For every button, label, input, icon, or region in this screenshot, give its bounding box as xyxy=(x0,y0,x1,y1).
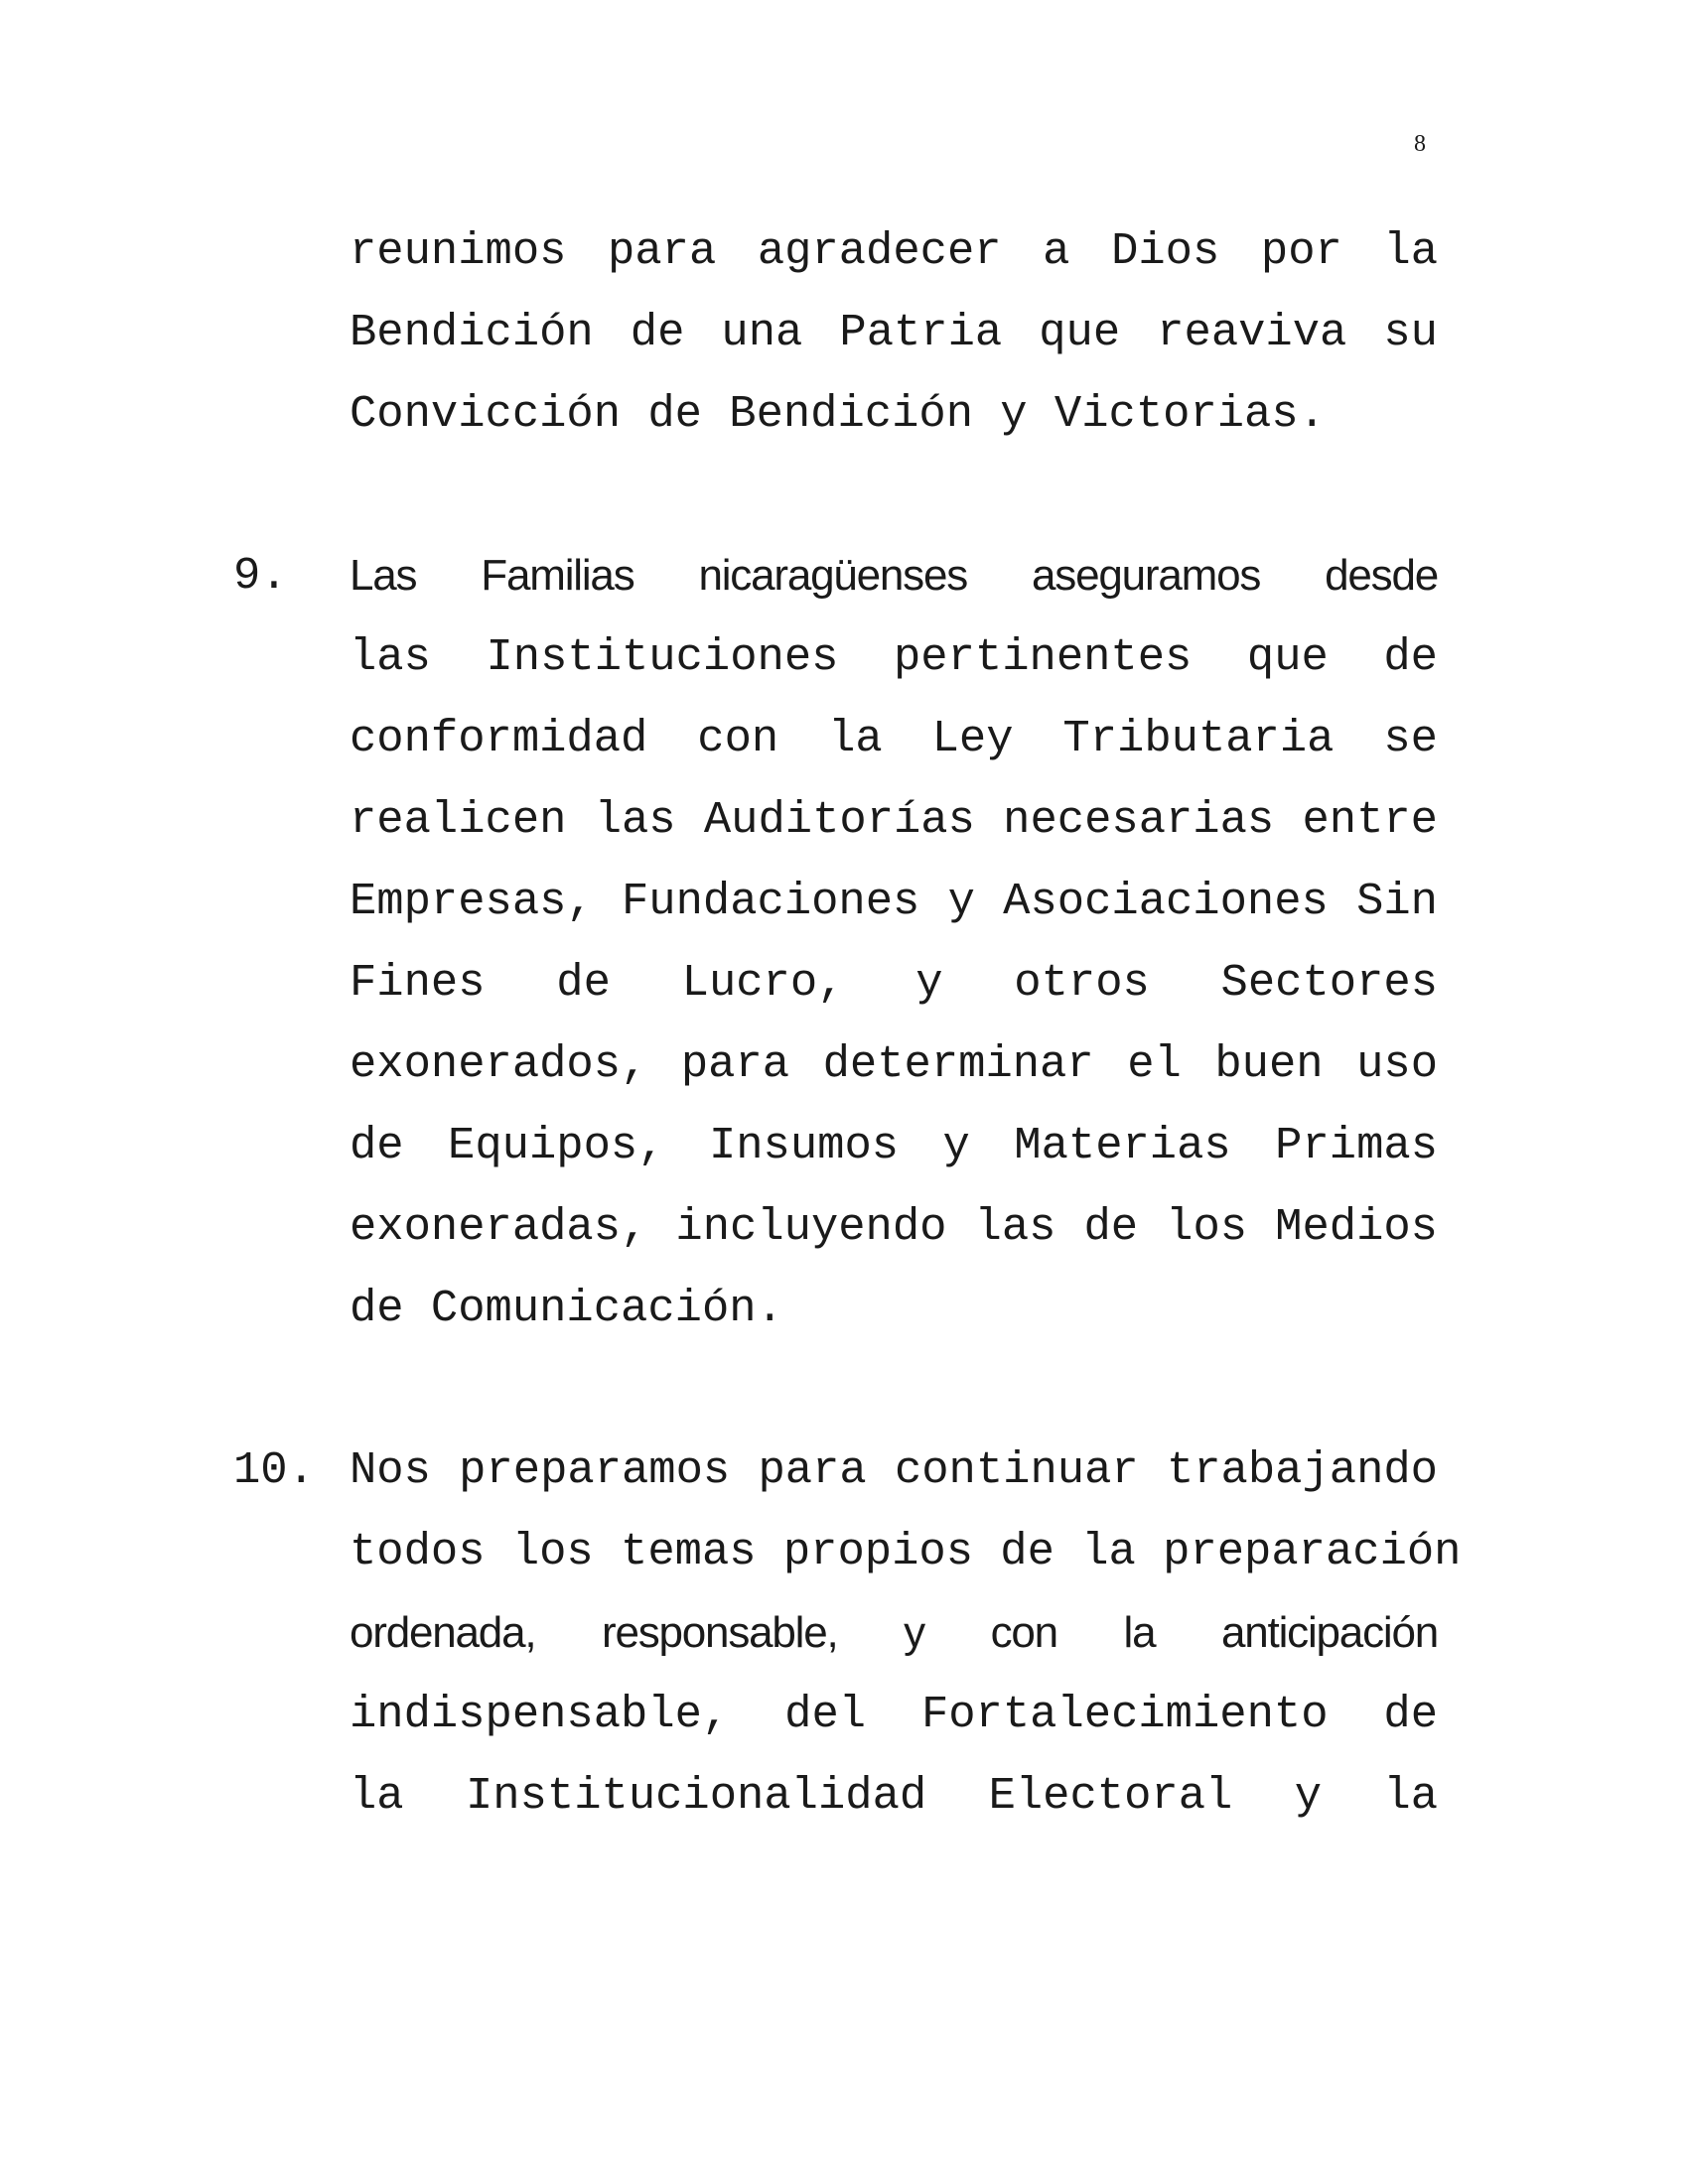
text-line: indispensable, del Fortalecimiento de xyxy=(350,1689,1438,1740)
text-line: ordenada, responsable, y con la anticipación xyxy=(350,1608,1438,1657)
text-line: Fines de Lucro, y otros Sectores xyxy=(350,957,1438,1009)
text-line: Convicción de Bendición y Victorias. xyxy=(350,388,1326,440)
text-line: la Institucionalidad Electoral y la xyxy=(350,1770,1438,1822)
page-number: 8 xyxy=(1414,131,1426,157)
text-line: todos los temas propios de la preparación xyxy=(350,1526,1462,1577)
text-line: realicen las Auditorías necesarias entre xyxy=(350,794,1438,846)
text-line: Empresas, Fundaciones y Asociaciones Sin xyxy=(350,876,1438,927)
text-line: de Equipos, Insumos y Materias Primas xyxy=(350,1120,1438,1171)
text-line: reunimos para agradecer a Dios por la xyxy=(350,225,1438,277)
text-line: exonerados, para determinar el buen uso xyxy=(350,1038,1438,1090)
text-line: Bendición de una Patria que reaviva su xyxy=(350,307,1438,358)
item-number: 10. xyxy=(233,1444,315,1496)
text-line: las Instituciones pertinentes que de xyxy=(350,631,1438,683)
text-line: de Comunicación. xyxy=(350,1283,783,1334)
text-line: Las Familias nicaragüenses aseguramos desde xyxy=(350,551,1438,600)
item-number: 9. xyxy=(233,550,288,602)
text-line: Nos preparamos para continuar trabajando xyxy=(350,1444,1438,1496)
text-line: exoneradas, incluyendo las de los Medios xyxy=(350,1201,1438,1253)
text-line: conformidad con la Ley Tributaria se xyxy=(350,713,1438,764)
